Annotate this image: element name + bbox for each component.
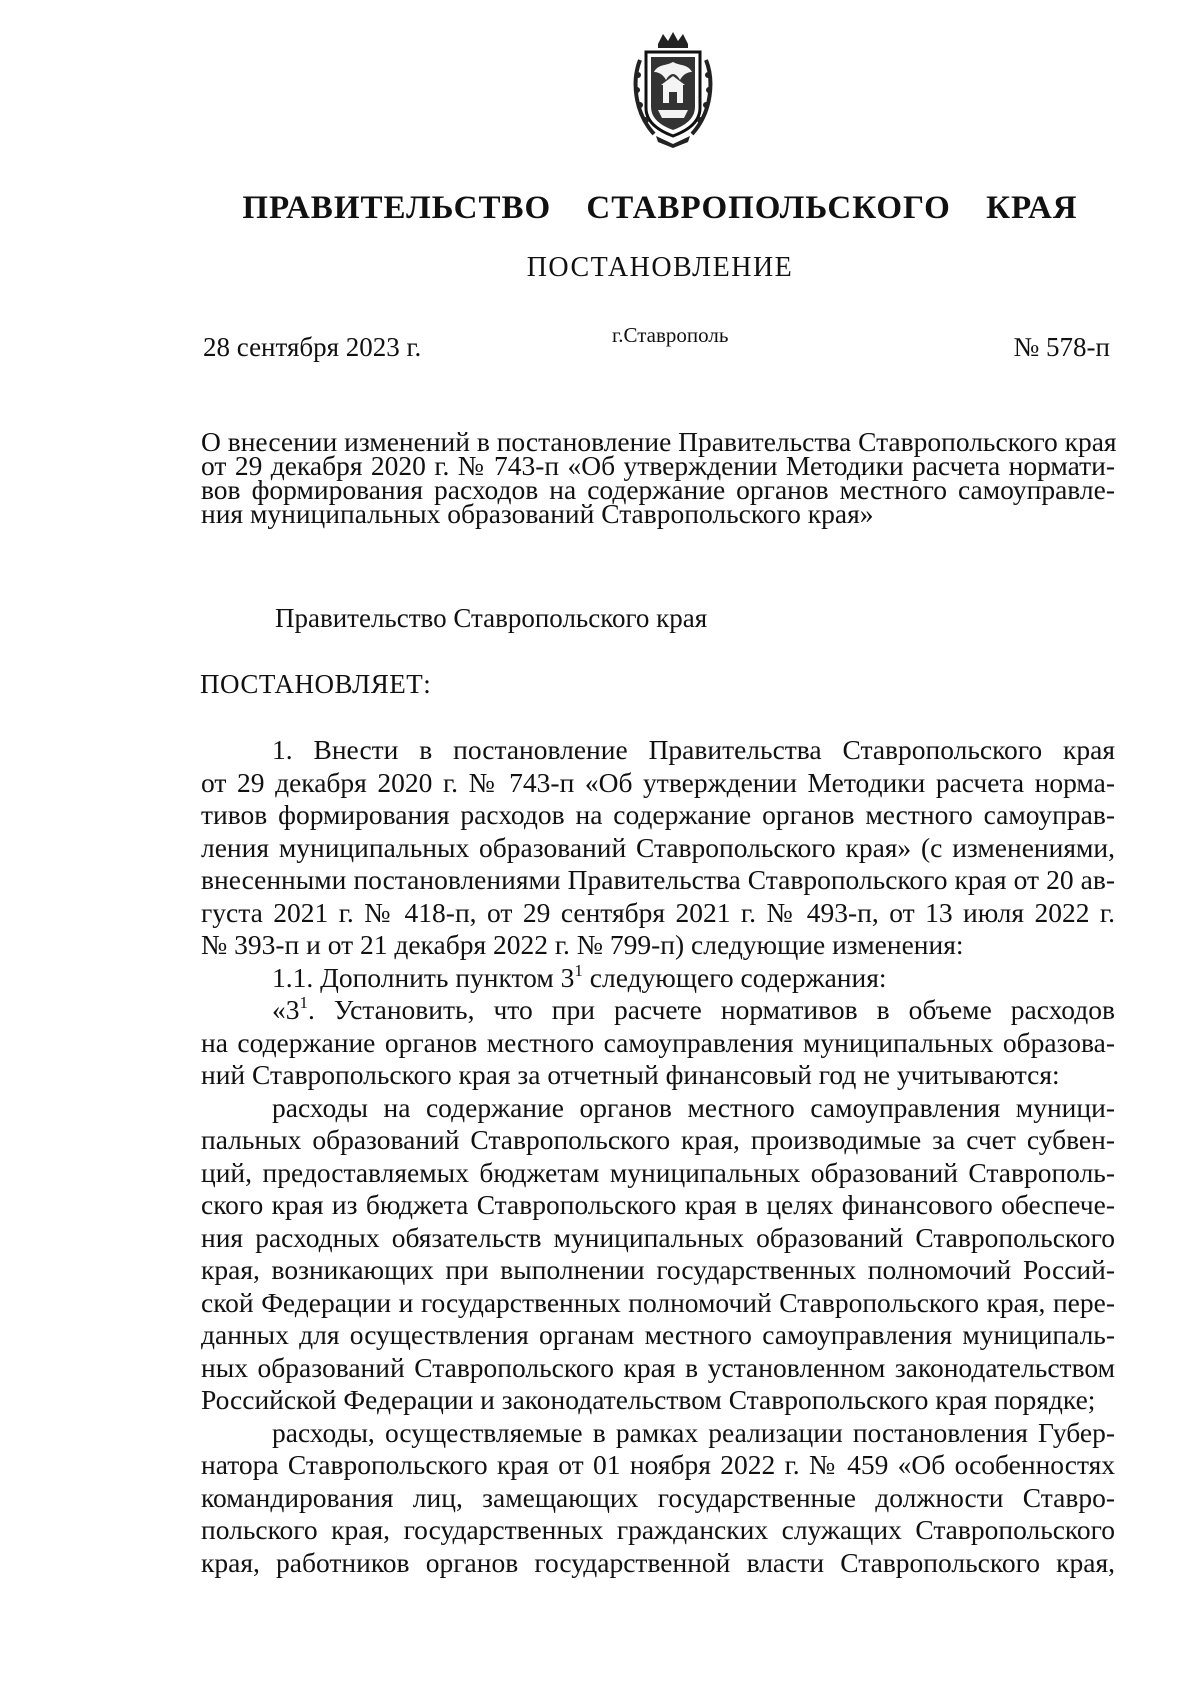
- decrees-heading: ПОСТАНОВЛЯЕТ:: [200, 669, 432, 699]
- clause-text: . Установить, что при расчете нормативов в объеме расходов: [308, 994, 1115, 1025]
- body-line: Российской Федерации и законодательством Ставропольского края порядке;: [201, 1384, 1096, 1415]
- body-line: ний Ставропольского края за отчетный финансовый год не учитываются:: [201, 1059, 1060, 1090]
- body-line: польского края, государственных гражданских служащих Ставропольского: [201, 1514, 1115, 1545]
- body-line: пальных образований Ставропольского края, производимые за счет субвен-: [201, 1124, 1115, 1155]
- body-line: ского края из бюджета Ставропольского края в целях финансового обеспече-: [201, 1189, 1115, 1220]
- body-line: ской Федерации и государственных полномочий Ставропольского края, пере-: [201, 1286, 1115, 1318]
- body-line: густа 2021 г. № 418-п, от 29 сентября 2021 г. № 493-п, от 13 июля 2022 г.: [201, 896, 1115, 928]
- document-body: [201, 734, 1115, 1579]
- document-subject: [201, 426, 1117, 529]
- subject-line: ния муниципальных образований Ставропольского края»: [201, 498, 874, 529]
- stavropol-coat-of-arms-icon: [628, 30, 718, 150]
- body-line: расходы, осуществляемые в рамках реализации постановления Губер-: [272, 1416, 1115, 1448]
- body-line: ния расходных обязательств муниципальных образований Ставропольского: [201, 1221, 1115, 1253]
- body-line: от 29 декабря 2020 г. № 743-п «Об утверждении Методики расчета норма-: [201, 766, 1115, 798]
- body-line: ций, предоставляемых бюджетам муниципальных образований Ставрополь-: [201, 1156, 1115, 1188]
- body-line: 1. Внести в постановление Правительства Ставропольского края: [272, 734, 1115, 765]
- subject-line: О внесении изменений в постановление Правительства Ставропольского края: [201, 426, 1117, 457]
- superscript: 1: [574, 960, 583, 980]
- subject-line: от 29 декабря 2020 г. № 743-п «Об утверждении Методики расчета нормати-: [201, 450, 1115, 481]
- document-date: 28 сентября 2023 г.: [203, 332, 422, 362]
- government-title: ПРАВИТЕЛЬСТВО СТАВРОПОЛЬСКОГО КРАЯ: [242, 190, 1078, 226]
- document-number: № 578-п: [1013, 332, 1110, 362]
- issuer: Правительство Ставропольского края: [275, 603, 708, 633]
- clause-text: 1.1. Дополнить пунктом 3: [272, 961, 575, 993]
- body-line: ления муниципальных образований Ставропольского края» (с изменениями,: [201, 831, 1115, 863]
- body-line: тивов формирования расходов на содержание органов местного самоуправ-: [201, 799, 1115, 830]
- clause-text: следующего содержания:: [582, 961, 887, 993]
- body-line: № 393-п и от 21 декабря 2022 г. № 799-п) следующие изменения:: [201, 929, 964, 960]
- superscript: 1: [299, 993, 308, 1012]
- clause-text: «3: [272, 994, 300, 1025]
- body-line: натора Ставропольского края от 01 ноября 2022 г. № 459 «Об особенностях: [201, 1449, 1115, 1480]
- body-line: данных для осуществления органам местного самоуправления муниципаль-: [201, 1319, 1115, 1350]
- body-line: ных образований Ставропольского края в установленном законодательством: [201, 1351, 1115, 1383]
- body-line: [201, 994, 1115, 1027]
- subject-line: вов формирования расходов на содержание органов местного самоуправле-: [201, 474, 1115, 505]
- body-line: на содержание органов местного самоуправления муниципальных образова-: [201, 1026, 1115, 1058]
- body-line: расходы на содержание органов местного самоуправления муници-: [272, 1091, 1115, 1123]
- body-line: края, возникающих при выполнении государственных полномочий Россий-: [201, 1254, 1115, 1285]
- body-line: внесенными постановлениями Правительства Ставропольского края от 20 ав-: [201, 864, 1115, 895]
- document-city: г.Ставрополь: [612, 323, 729, 347]
- body-line: [201, 962, 1115, 995]
- body-line: командирования лиц, замещающих государственные должности Ставро-: [201, 1481, 1115, 1513]
- document-type: ПОСТАНОВЛЕНИЕ: [526, 252, 794, 283]
- body-line: края, работников органов государственной власти Ставропольского края,: [201, 1546, 1115, 1578]
